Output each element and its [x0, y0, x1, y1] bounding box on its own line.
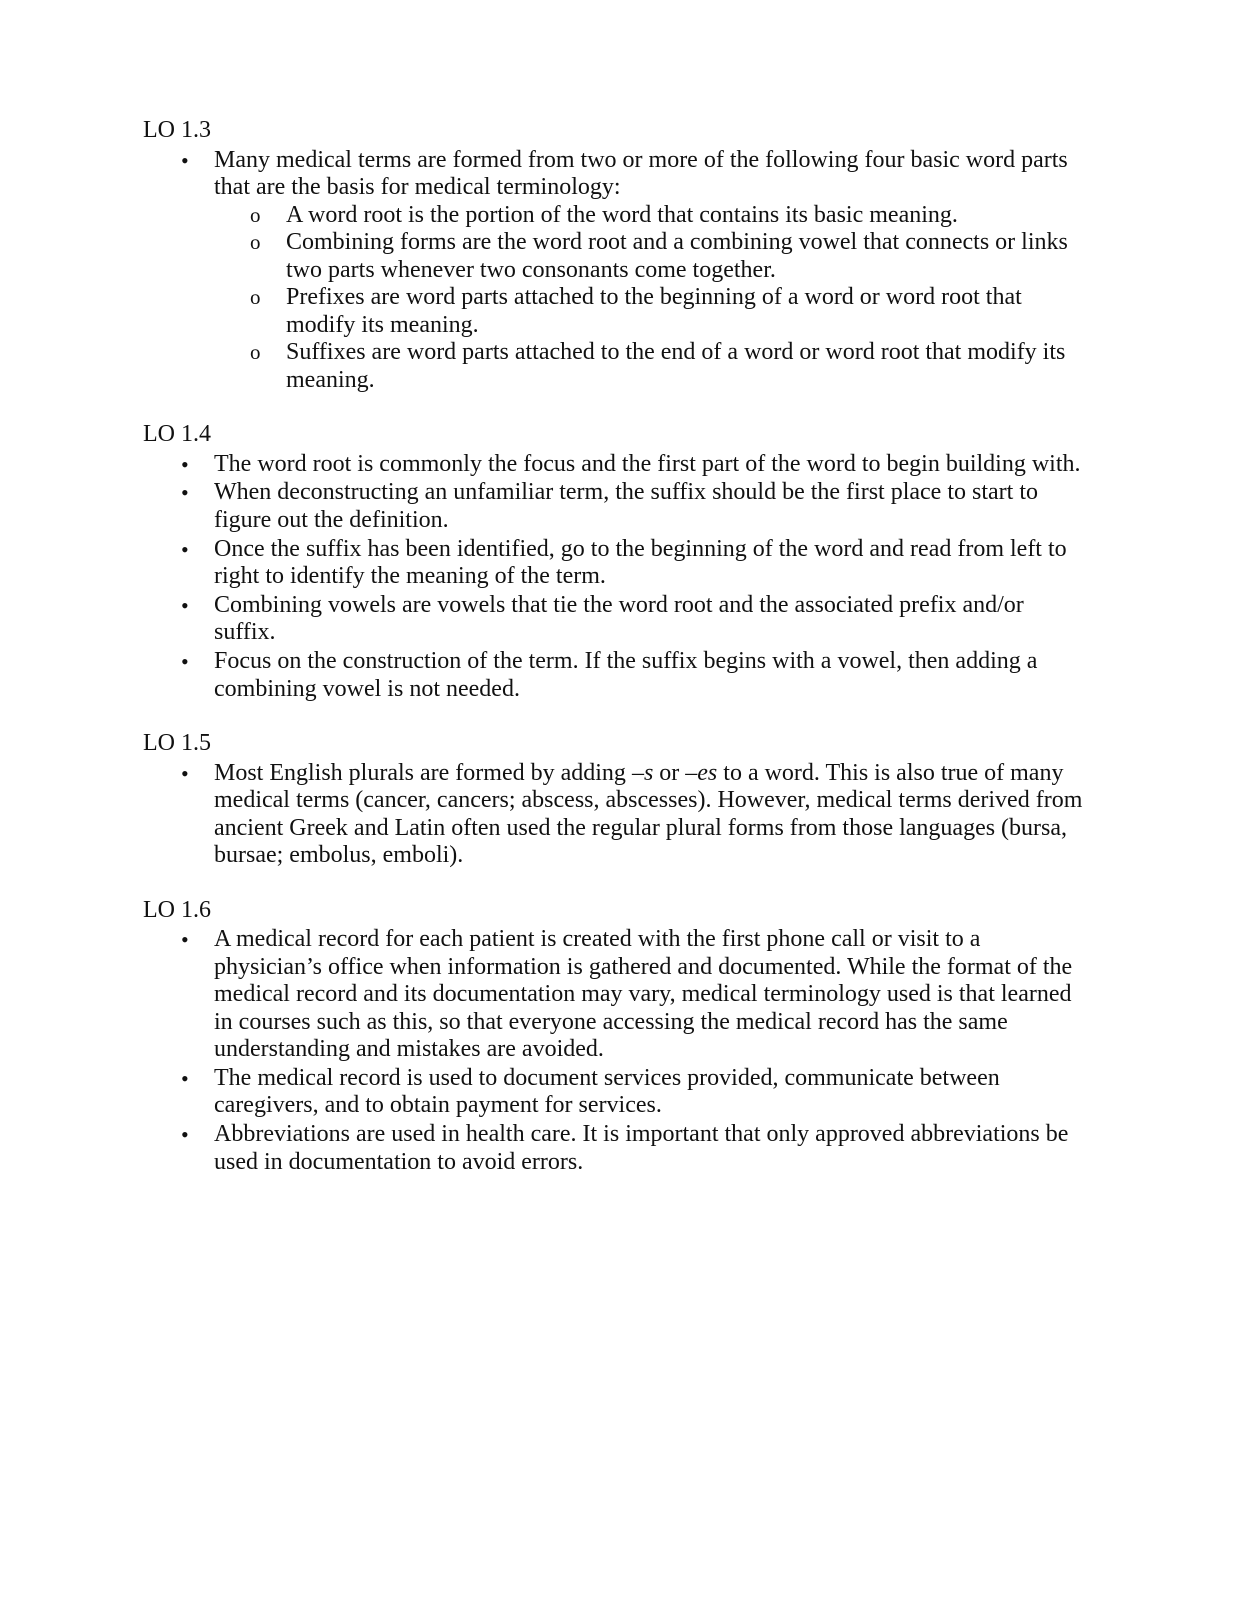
bullet-text: Combining vowels are vowels that tie the word root and the associated prefix and/or suffix. — [214, 591, 1024, 646]
sub-bullet-text: A word root is the portion of the word that contains its basic meaning. — [286, 201, 958, 228]
bullet-item — [143, 760, 1083, 870]
section-heading: LO 1.3 — [143, 117, 211, 143]
bullet-text: Many medical terms are formed from two or more of the following four basic word parts that are the basis for medical terminology: — [214, 146, 1068, 200]
bullet-icon: • — [181, 480, 189, 506]
bullet-text: The medical record is used to document services provided, communicate between caregivers, and to obtain payment for services. — [214, 1064, 1000, 1119]
text-run: Most English plurals are formed by adding — [214, 759, 632, 786]
section-lo-16 — [143, 897, 1083, 1177]
text-run: to a word. This is also true of many medical terms (cancer, cancers; abscess, abscesses). However, medical terms derived from ancient Greek and Latin often used the regular plural forms from those languages (bursa, bursae; embolus, emboli). — [214, 759, 1083, 869]
bullet-item — [143, 147, 1083, 395]
bullet-item — [143, 1121, 1083, 1176]
bullet-item — [143, 1065, 1083, 1120]
bullet-list — [143, 451, 1083, 704]
bullet-text: The word root is commonly the focus and the first part of the word to begin building with. — [214, 450, 1081, 477]
italic-suffix: –s — [631, 759, 654, 786]
sub-bullet-icon: o — [250, 230, 261, 254]
section-heading: LO 1.5 — [143, 730, 211, 757]
bullet-icon: • — [181, 1065, 189, 1091]
bullet-list — [143, 760, 1083, 870]
bullet-icon: • — [181, 760, 189, 786]
bullet-icon: • — [181, 451, 189, 477]
sub-bullet-text: Prefixes are word parts attached to the beginning of a word or word root that modify its meaning. — [286, 284, 1022, 338]
section-heading: LO 1.6 — [143, 896, 211, 923]
bullet-item — [143, 592, 1083, 647]
bullet-icon: • — [181, 147, 189, 173]
sub-bullet-item — [143, 339, 1083, 394]
bullet-text: A medical record for each patient is created with the first phone call or visit to a physician’s office when information is gathered and documented. While the format of the medical record and its documentation may vary, medical terminology used is that learned in courses such as this, so that everyone accessing the medical record has the same understanding and mistakes are avoided. — [214, 926, 1073, 1063]
bullet-icon: • — [181, 1122, 189, 1148]
bullet-list — [143, 147, 1083, 395]
sub-bullet-icon: o — [250, 285, 261, 309]
bullet-text: When deconstructing an unfamiliar term, the suffix should be the first place to start to figure out the definition. — [214, 479, 1038, 533]
section-lo-15 — [143, 730, 1083, 870]
bullet-item — [143, 536, 1083, 591]
section-heading: LO 1.4 — [143, 421, 211, 447]
section-lo-13 — [143, 117, 1083, 394]
italic-suffix: –es — [685, 759, 718, 786]
bullet-icon: • — [181, 536, 189, 562]
bullet-text — [214, 760, 1082, 869]
bullet-icon: • — [181, 592, 189, 618]
sub-bullet-item — [143, 229, 1083, 284]
sub-bullet-icon: o — [250, 340, 261, 364]
bullet-item — [143, 451, 1083, 479]
section-lo-14 — [143, 421, 1083, 703]
bullet-icon: • — [181, 649, 189, 675]
sub-bullet-list — [214, 202, 1083, 395]
bullet-item — [143, 926, 1083, 1064]
sub-bullet-item — [143, 202, 1083, 230]
bullet-text: Focus on the construction of the term. If the suffix begins with a vowel, then adding a combining vowel is not needed. — [214, 648, 1038, 702]
bullet-icon: • — [181, 927, 189, 953]
bullet-item — [143, 648, 1083, 703]
bullet-list — [143, 926, 1083, 1176]
bullet-item — [143, 479, 1083, 534]
sub-bullet-text: Suffixes are word parts attached to the end of a word or word root that modify its meaning. — [286, 339, 1066, 393]
sub-bullet-text: Combining forms are the word root and a combining vowel that connects or links two parts whenever two consonants come together. — [286, 229, 1068, 283]
sub-bullet-item — [143, 284, 1083, 339]
sub-bullet-icon: o — [250, 202, 261, 227]
bullet-text: Once the suffix has been identified, go to the beginning of the word and read from left to right to identify the meaning of the term. — [214, 535, 1067, 590]
text-run: or — [653, 759, 686, 786]
bullet-text: Abbreviations are used in health care. It is important that only approved abbreviations be used in documentation to avoid errors. — [214, 1121, 1069, 1175]
document-body — [143, 117, 1083, 1203]
